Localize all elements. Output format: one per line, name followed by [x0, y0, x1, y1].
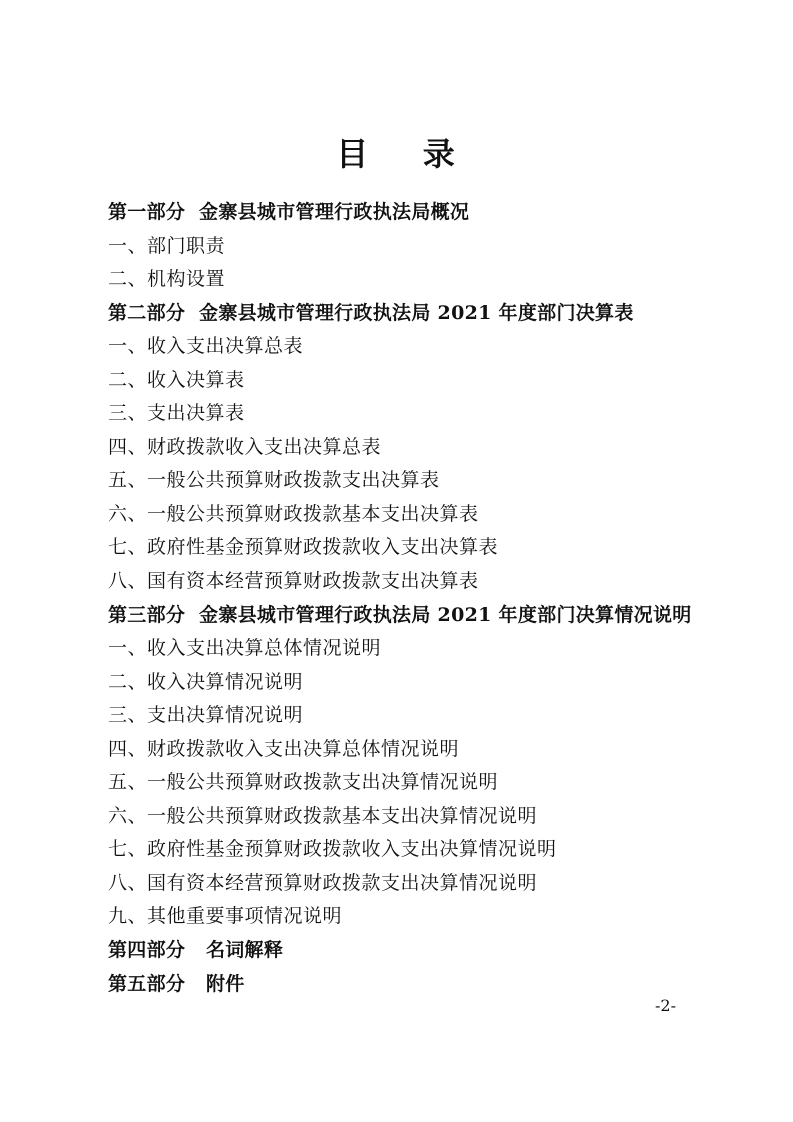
- toc-item: 四、财政拨款收入支出决算总体情况说明: [108, 737, 460, 760]
- toc-item: 一、部门职责: [108, 234, 226, 257]
- toc-item: 八、国有资本经营预算财政拨款支出决算表: [108, 570, 479, 593]
- toc-part-heading: 第三部分 金寨县城市管理行政执法局 2021 年度部门决算情况说明: [108, 603, 692, 626]
- toc-item: 二、机构设置: [108, 268, 226, 291]
- toc-part-heading: 第四部分 名词解释: [108, 939, 284, 962]
- toc-part-heading: 第五部分 附件: [108, 972, 245, 995]
- page-title: 目 录: [336, 135, 457, 173]
- toc-item: 三、支出决算表: [108, 402, 245, 425]
- toc-item: 五、一般公共预算财政拨款支出决算情况说明: [108, 771, 499, 794]
- toc-item: 三、支出决算情况说明: [108, 704, 304, 727]
- toc-part-heading: 第一部分 金寨县城市管理行政执法局概况: [108, 201, 470, 223]
- table-of-contents: [108, 196, 728, 1001]
- toc-item: 五、一般公共预算财政拨款支出决算表: [108, 469, 440, 492]
- page-number: -2-: [655, 996, 676, 1015]
- toc-part-heading: 第二部分 金寨县城市管理行政执法局 2021 年度部门决算表: [108, 301, 634, 324]
- toc-item: 九、其他重要事项情况说明: [108, 905, 343, 928]
- toc-item: 四、财政拨款收入支出决算总表: [108, 435, 382, 458]
- toc-item: 七、政府性基金预算财政拨款收入支出决算情况说明: [108, 838, 557, 861]
- toc-item: 六、一般公共预算财政拨款基本支出决算情况说明: [108, 804, 538, 827]
- toc-item: 六、一般公共预算财政拨款基本支出决算表: [108, 502, 479, 525]
- toc-item: 八、国有资本经营预算财政拨款支出决算情况说明: [108, 871, 538, 894]
- toc-item: 二、收入决算表: [108, 368, 245, 391]
- toc-item: 一、收入支出决算总表: [108, 335, 304, 358]
- toc-item: 一、收入支出决算总体情况说明: [108, 637, 382, 660]
- toc-item: 二、收入决算情况说明: [108, 670, 304, 693]
- toc-item: 七、政府性基金预算财政拨款收入支出决算表: [108, 536, 499, 559]
